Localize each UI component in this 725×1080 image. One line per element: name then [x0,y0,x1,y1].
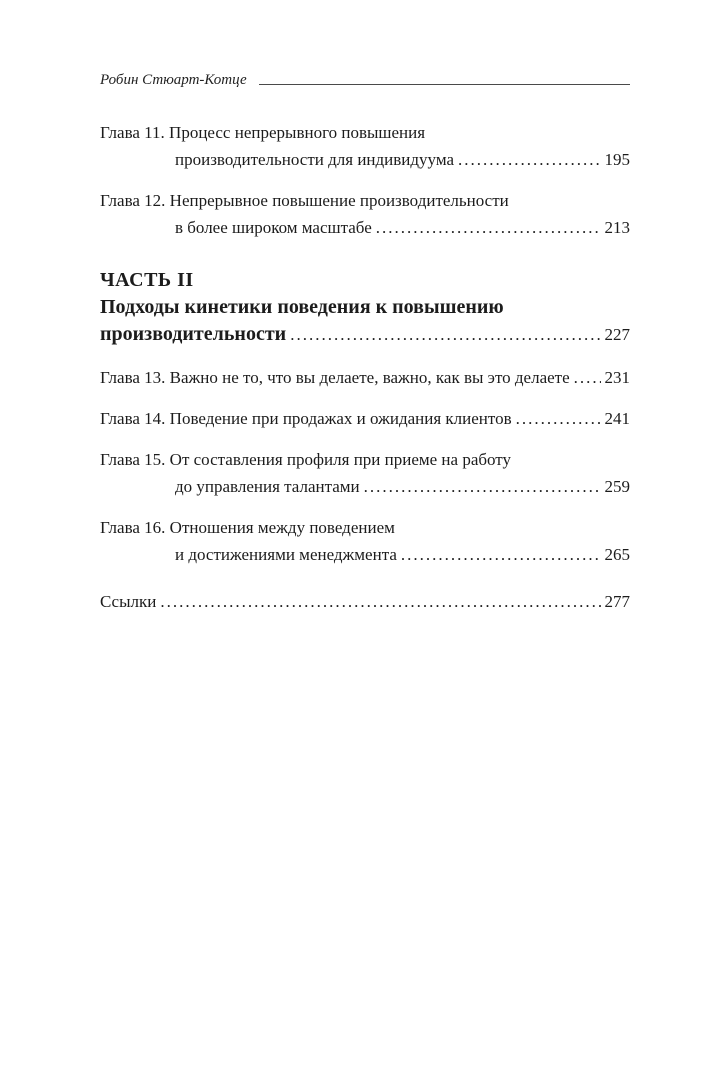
page-number: 195 [604,150,630,169]
toc-entry-title: Глава 11. Процесс непрерывного повышения [100,123,426,142]
toc-entry-title: Глава 15. От составления профиля при приеме на работу [100,450,511,469]
page-number: 277 [604,592,630,611]
page-number: 265 [604,545,630,564]
toc-entry-continuation [175,541,630,568]
toc-entry-title: Глава 16. Отношения между поведением [100,518,395,537]
toc-entry-chapter-11 [100,119,630,173]
dot-leader [376,214,601,241]
toc-entry-title-continued: и достижениями менеджмента [175,545,397,564]
dot-leader [574,364,601,391]
table-of-contents [100,119,630,615]
page-number: 213 [604,218,630,237]
page-number: 231 [604,368,630,387]
dot-leader [516,405,601,432]
toc-entry-chapter-15 [100,446,630,500]
page-number: 259 [604,477,630,496]
toc-entry-title-continued: в более широком масштабе [175,218,372,237]
running-header [100,72,630,89]
dot-leader [401,541,601,568]
toc-entry-title-continued: производительности для индивидуума [175,150,455,169]
toc-entry-chapter-12 [100,187,630,241]
toc-entry-continuation [175,473,630,500]
header-rule [259,84,630,85]
toc-entry-chapter-16 [100,514,630,568]
part-title-line1: Подходы кинетики поведения к повышению [100,296,504,318]
toc-entry-title: Ссылки [100,592,157,611]
toc-entry-title: Глава 13. Важно не то, что вы делаете, важно, как вы это делаете [100,368,570,387]
toc-entry-title: Глава 14. Поведение при продажах и ожидания клиентов [100,409,512,428]
dot-leader [290,321,600,348]
dot-leader [364,473,601,500]
part-heading [100,267,630,348]
toc-entry-chapter-14 [100,405,630,432]
page-number: 227 [604,325,630,344]
author-name: Робин Стюарт-Котце [100,72,247,88]
toc-entry-references [100,588,630,615]
part-title-line2-row [100,321,630,348]
toc-entry-continuation [175,146,630,173]
toc-entry-title: Глава 12. Непрерывное повышение производительности [100,191,509,210]
dot-leader [160,588,600,615]
dot-leader [458,146,600,173]
toc-entry-title-continued: до управления талантами [175,477,360,496]
part-label: ЧАСТЬ II [100,269,194,291]
toc-entry-chapter-13 [100,364,630,391]
part-title-line2: производительности [100,323,287,345]
page-number: 241 [604,409,630,428]
toc-entry-continuation [175,214,630,241]
